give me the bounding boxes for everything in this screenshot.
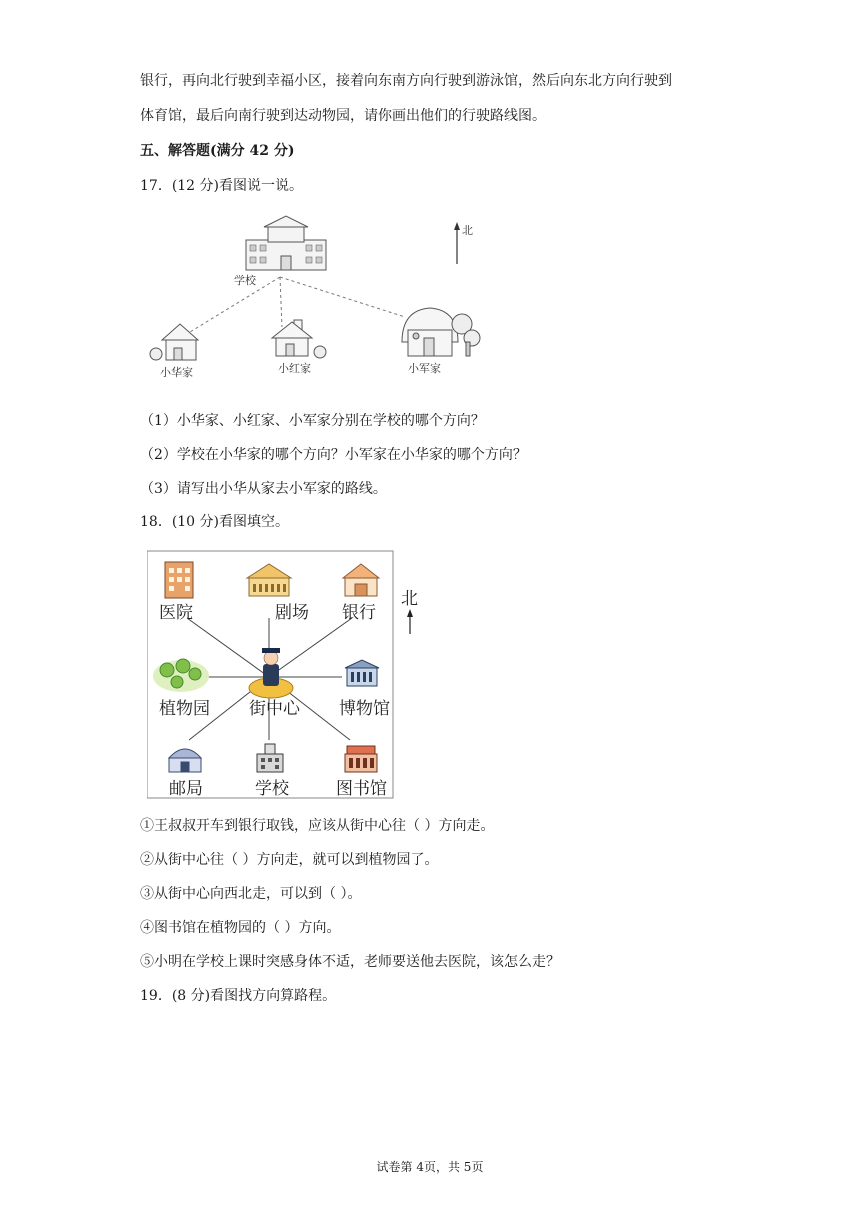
hospital-label: 医院 — [159, 603, 193, 623]
xiaojun-house-icon — [402, 308, 480, 356]
xiaohong-house-icon — [272, 320, 326, 358]
intro-line-2: 体育馆，最后向南行驶到达动物园，请你画出他们的行驶路线图。 — [140, 108, 546, 124]
garden-label: 植物园 — [159, 699, 210, 719]
north-label: 北 — [462, 224, 473, 237]
museum-label: 博物馆 — [339, 699, 390, 719]
q17-sub1: （1）小华家、小红家、小军家分别在学校的哪个方向？ — [140, 413, 485, 429]
xiaohua-label: 小华家 — [160, 366, 193, 379]
post-label: 邮局 — [169, 779, 203, 799]
page-footer: 试卷第 4页，共 5页 — [376, 1160, 484, 1174]
q18-title: 18．(10 分)看图填空。 — [140, 514, 290, 530]
north-arrow-icon — [407, 609, 413, 634]
school-label: 学校 — [234, 274, 256, 287]
bank-label: 银行 — [342, 603, 376, 623]
library-icon — [345, 746, 377, 772]
section-heading: 五、解答题(满分 42 分) — [140, 143, 295, 159]
theater-label: 剧场 — [275, 603, 309, 623]
q18-figure — [147, 550, 432, 800]
xiaohong-label: 小红家 — [278, 362, 311, 375]
q18-item-5: ⑤小明在学校上课时突感身体不适，老师要送他去医院，该怎么走？ — [140, 954, 560, 970]
q17-sub3: （3）请写出小华从家去小军家的路线。 — [140, 481, 387, 497]
school-building-icon — [246, 216, 326, 270]
q18-item-2: ②从街中心往（ ）方向走，就可以到植物园了。 — [140, 852, 439, 868]
q19-title: 19．(8 分)看图找方向算路程。 — [140, 988, 337, 1004]
q17-figure — [140, 212, 500, 387]
north-label: 北 — [401, 589, 418, 609]
school-label: 学校 — [255, 779, 289, 799]
hospital-icon — [165, 562, 193, 598]
q17-title: 17．(12 分)看图说一说。 — [140, 178, 304, 194]
xiaojun-label: 小军家 — [408, 362, 441, 375]
north-arrow-icon — [454, 222, 460, 264]
intro-line-1: 银行，再向北行驶到幸福小区，接着向东南方向行驶到游泳馆，然后向东北方向行驶到 — [140, 73, 672, 89]
center-label: 街中心 — [249, 699, 300, 719]
xiaohua-house-icon — [150, 324, 198, 360]
library-label: 图书馆 — [336, 779, 387, 799]
q18-item-4: ④图书馆在植物园的（ ）方向。 — [140, 920, 341, 936]
q17-sub2: （2）学校在小华家的哪个方向？小军家在小华家的哪个方向？ — [140, 447, 527, 463]
q18-item-3: ③从街中心向西北走，可以到（ ）。 — [140, 886, 362, 902]
dash-to-xiaohong — [280, 277, 282, 327]
q18-item-1: ①王叔叔开车到银行取钱，应该从街中心往（ ）方向走。 — [140, 818, 495, 834]
dash-to-xiaojun — [280, 277, 405, 317]
